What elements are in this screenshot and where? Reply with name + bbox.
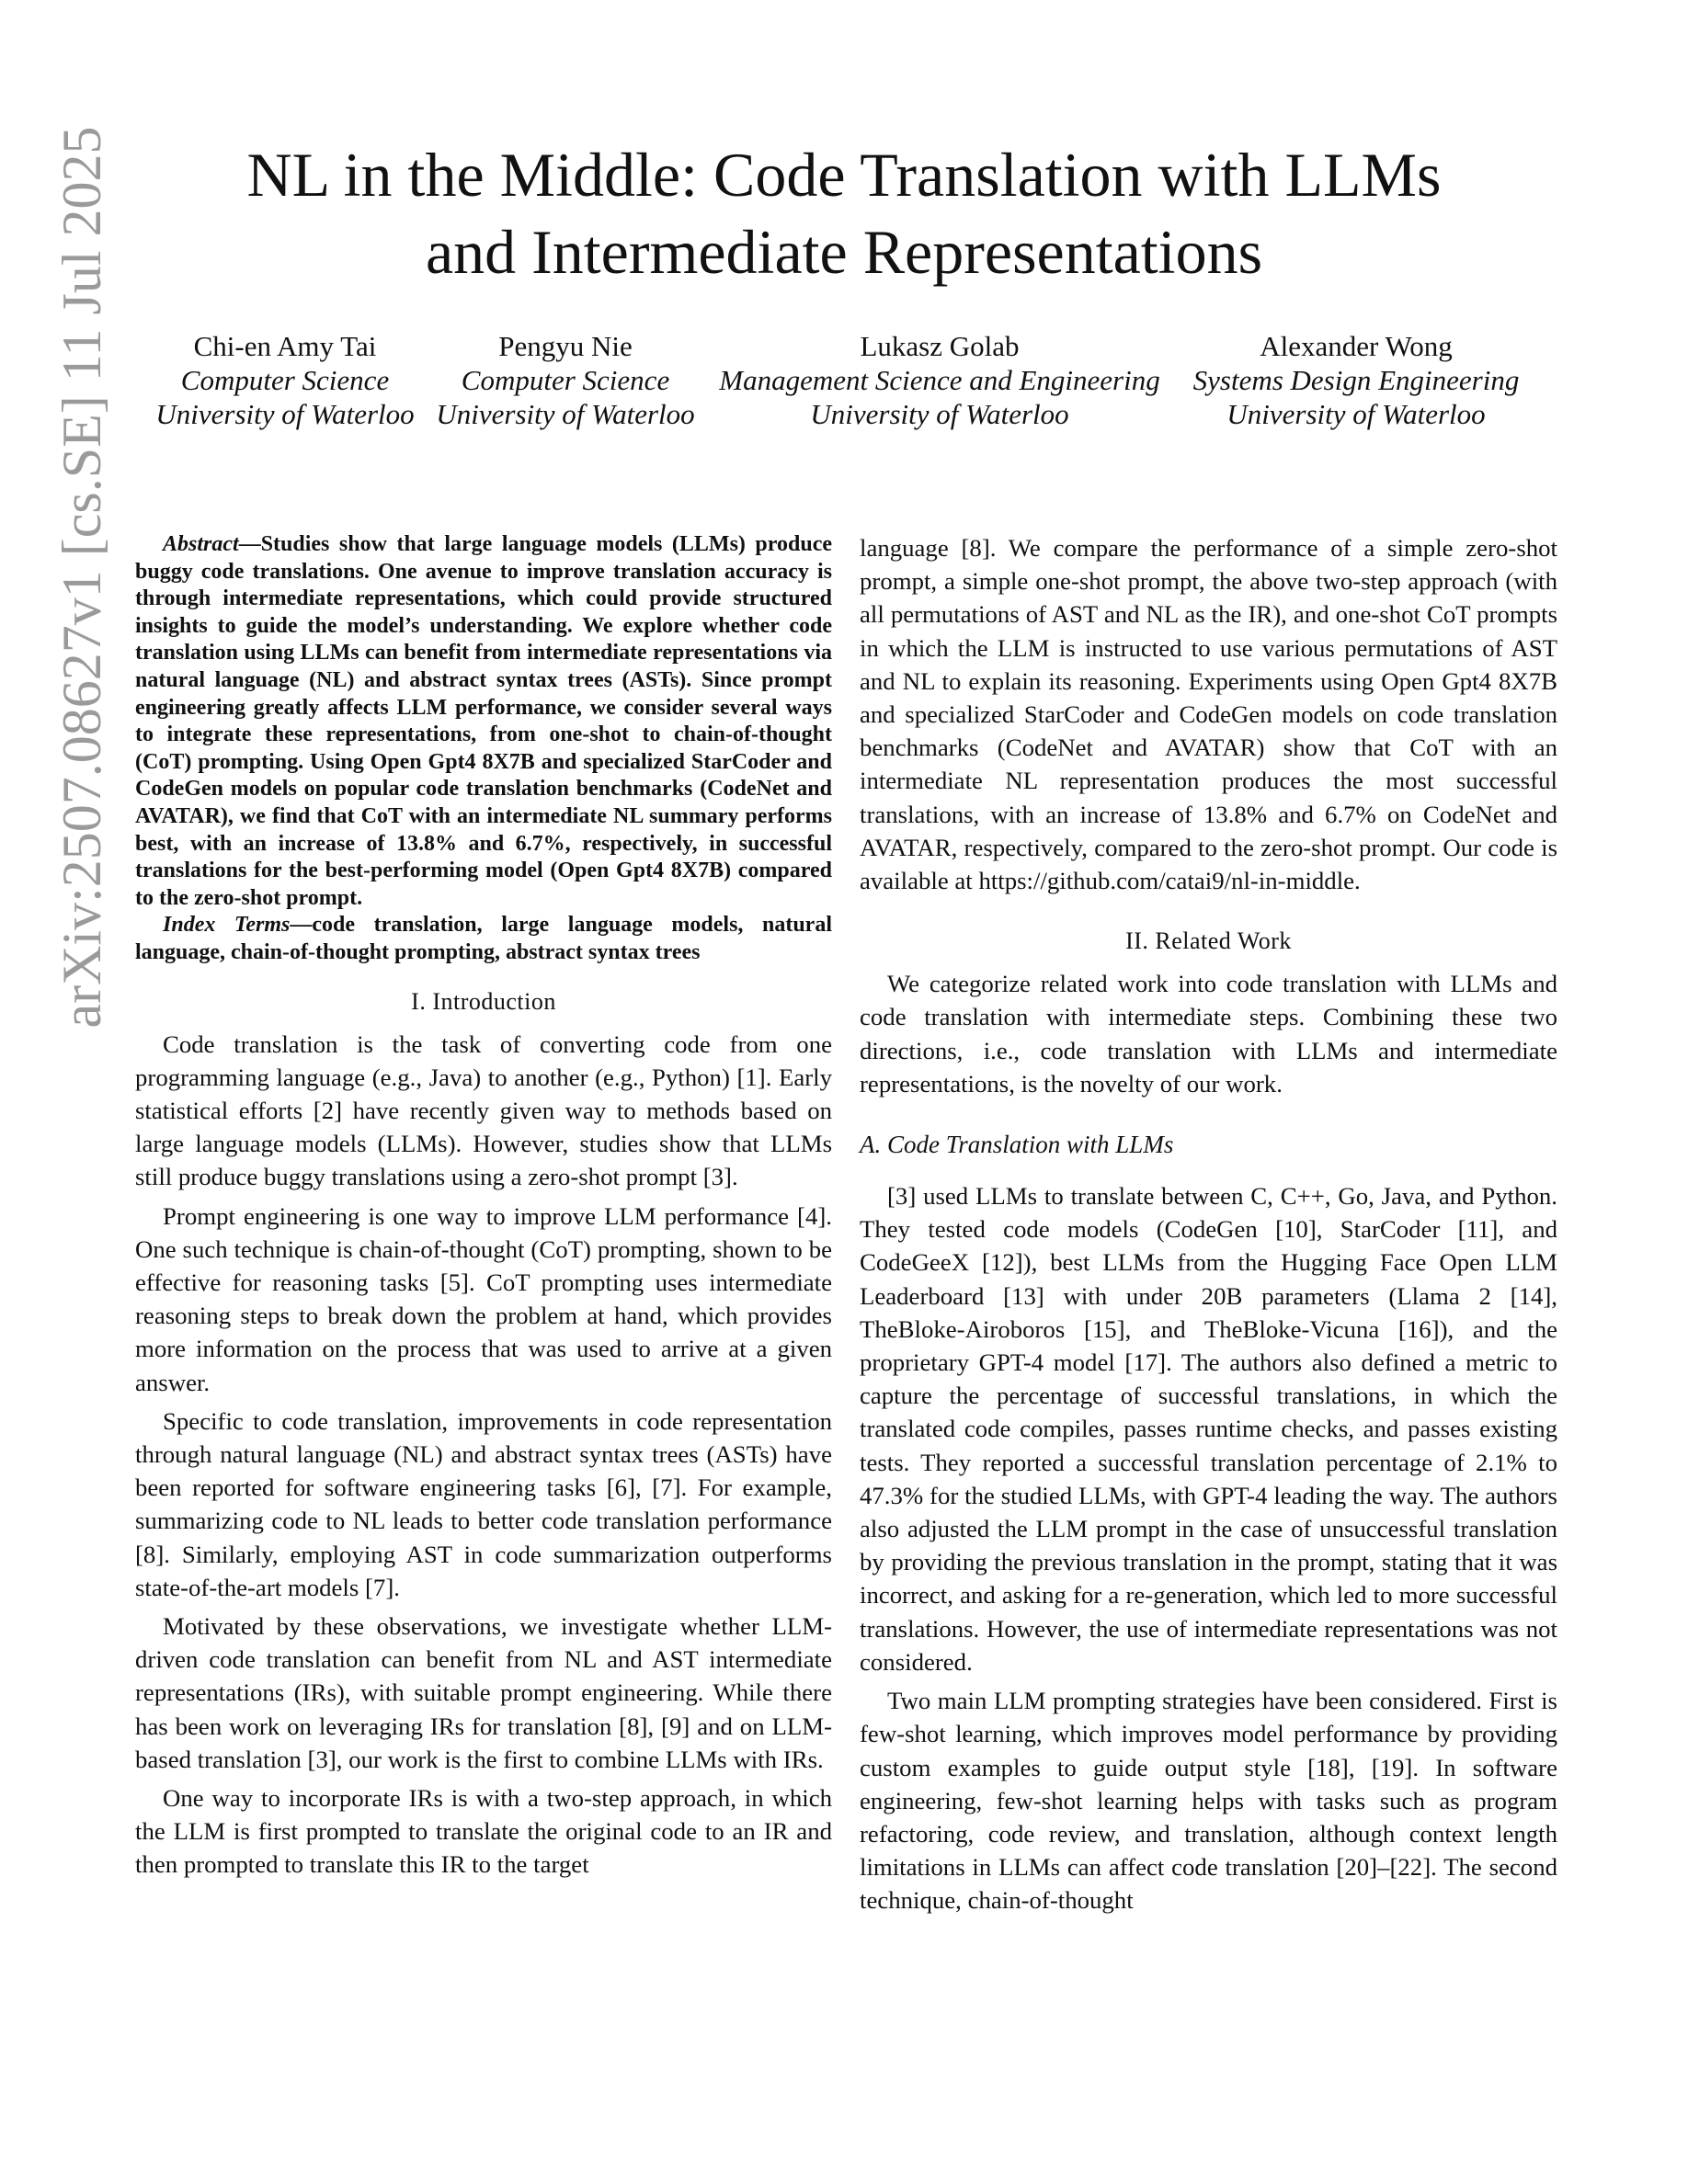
index-terms-text: —code translation, large language models, natural language, chain-of-thought prompting, abstract syntax trees (135, 913, 833, 964)
related-paragraph-1: We categorize related work into code translation with LLMs and code translation with intermediate steps. Combining these two directions, i.e., code translation with LLMs and intermediate representations, is the novelty of our work. (860, 970, 1557, 1098)
author-institution: University of Waterloo (1226, 398, 1486, 430)
author-department: Systems Design Engineering (1192, 364, 1520, 396)
author-department: Computer Science (180, 364, 390, 396)
author-name: Lukasz Golab (860, 330, 1020, 362)
author-name: Chi-en Amy Tai (193, 330, 377, 362)
index-terms-label: Index Terms (163, 913, 291, 938)
title-line-2: and Intermediate Representations (425, 217, 1263, 287)
author-department: Computer Science (461, 364, 670, 396)
abstract (135, 531, 832, 912)
author-1 (147, 329, 423, 431)
section-heading-introduction: I. Introduction (411, 987, 556, 1015)
author-department: Management Science and Engineering (719, 364, 1160, 396)
right-column (860, 531, 1557, 1923)
subsection-heading-code-translation: A. Code Translation with LLMs (860, 1131, 1174, 1159)
subsection-a-paragraph-1: [3] used LLMs to translate between C, C++, Go, Java, and Python. They tested code models (CodeGen [10], StarCoder [11], and CodeGeeX [12]), best LLMs from the Hugging Face Open LLM Leaderboard [13] with under 20B parameters (Llama 2 [14], TheBloke-Airoboros [15], and TheBloke-Vicuna [16]), and the proprietary GPT-4 model [17]. The authors also defined a metric to capture the percentage of successful translations, in which the translated code compiles, passes runtime checks, and passes existing tests. They reported a successful translation percentage of 2.1% to 47.3% for the studied LLMs, with GPT-4 leading the way. The authors also adjusted the LLM prompt in the case of unsuccessful translation by providing the previous translation in the prompt, stating that it was incorrect, and asking for a re-generation, which led to more successful translations. However, the use of intermediate representations was not considered. (860, 1182, 1557, 1676)
author-4 (1172, 329, 1540, 431)
subsection-a-paragraph-2: Two main LLM prompting strategies have been considered. First is few-shot learning, which improves model performance by providing custom examples to guide output style [18], [19]. In software engineering, few-shot learning helps with tasks such as program refactoring, code review, and translation, although context length limitations in LLMs can affect code translation [20]–[22]. The second technique, chain-of-thought (860, 1687, 1557, 1915)
title-line-1: NL in the Middle: Code Translation with LLMs (246, 140, 1442, 210)
author-institution: University of Waterloo (155, 398, 415, 430)
intro-paragraph-3: Specific to code translation, improvements in code representation through natural language (NL) and abstract syntax trees (ASTs) have been reported for software engineering tasks [6], [7]. For example, summarizing code to NL leads to better code translation performance [8]. Similarly, employing AST in code summarization outperforms state-of-the-art models [7]. (135, 1406, 832, 1601)
intro-paragraph-5-continued: language [8]. We compare the performance of a simple zero-shot prompt, a simple one-shot prompt, the above two-step approach (with all permutations of AST and NL as the IR), and one-shot CoT prompts in which the LLM is instructed to use various permutations of AST and NL to explain its reasoning. Experiments using Open Gpt4 8X7B and specialized StarCoder and CodeGen models on code translation benchmarks (CodeNet and AVATAR) show that CoT with an intermediate NL representation produces the most successful translations, with an increase of 13.8% and 6.7% on CodeNet and AVATAR, respectively, compared to the zero-shot prompt. Our code is available at https://github.com/catai9/nl-in-middle. (860, 534, 1557, 895)
intro-paragraph-4: Motivated by these observations, we investigate whether LLM-driven code translation can benefit from NL and AST intermediate representations (IRs), with suitable prompt engineering. While there has been work on leveraging IRs for translation [8], [9] and on LLM-based translation [3], our work is the first to combine LLMs with IRs. (135, 1611, 832, 1773)
intro-paragraph-5: One way to incorporate IRs is with a two-step approach, in which the LLM is first prompted to translate the original code to an IR and then prompted to translate this IR to the target (135, 1783, 832, 1879)
abstract-label: Abstract (163, 532, 239, 556)
section-heading-related-work: II. Related Work (1125, 927, 1292, 955)
author-name: Alexander Wong (1260, 330, 1453, 362)
author-institution: University of Waterloo (436, 398, 695, 430)
arxiv-identifier: arXiv:2507.08627v1 [cs.SE] 11 Jul 2025 (51, 126, 112, 1029)
author-institution: University of Waterloo (810, 398, 1069, 430)
author-2 (428, 329, 703, 431)
index-terms (135, 912, 832, 966)
paper-title (0, 136, 1688, 290)
author-name: Pengyu Nie (498, 330, 633, 362)
abstract-text: —Studies show that large language models (LLMs) produce buggy code translations. One avenue to improve translation accuracy is through intermediate representations, which could provide structured insights to guide the model’s understanding. We explore whether code translation using LLMs can benefit from intermediate representations via natural language (NL) and abstract syntax trees (ASTs). Since prompt engineering greatly affects LLM performance, we consider several ways to integrate these representations, from one-shot to chain-of-thought (CoT) prompting. Using Open Gpt4 8X7B and specialized StarCoder and CodeGen models on popular code translation benchmarks (CodeNet and AVATAR), we find that CoT with an intermediate NL summary performs best, with an increase of 13.8% and 6.7%, respectively, in successful translations for the best-performing model (Open Gpt4 8X7B) compared to the zero-shot prompt. (135, 532, 832, 910)
intro-paragraph-2: Prompt engineering is one way to improve LLM performance [4]. One such technique is chain-of-thought (CoT) prompting, shown to be effective for reasoning tasks [5]. CoT prompting uses intermediate reasoning steps to break down the problem at hand, which provides more information on the process that was used to arrive at a given answer. (135, 1201, 832, 1396)
author-3 (710, 329, 1169, 431)
left-column (135, 531, 832, 1887)
intro-paragraph-1: Code translation is the task of converting code from one programming language (e.g., Java) to another (e.g., Python) [1]. Early statistical efforts [2] have recently given way to methods based on large language models (LLMs). However, studies show that LLMs still produce buggy translations using a zero-shot prompt [3]. (135, 1029, 832, 1191)
